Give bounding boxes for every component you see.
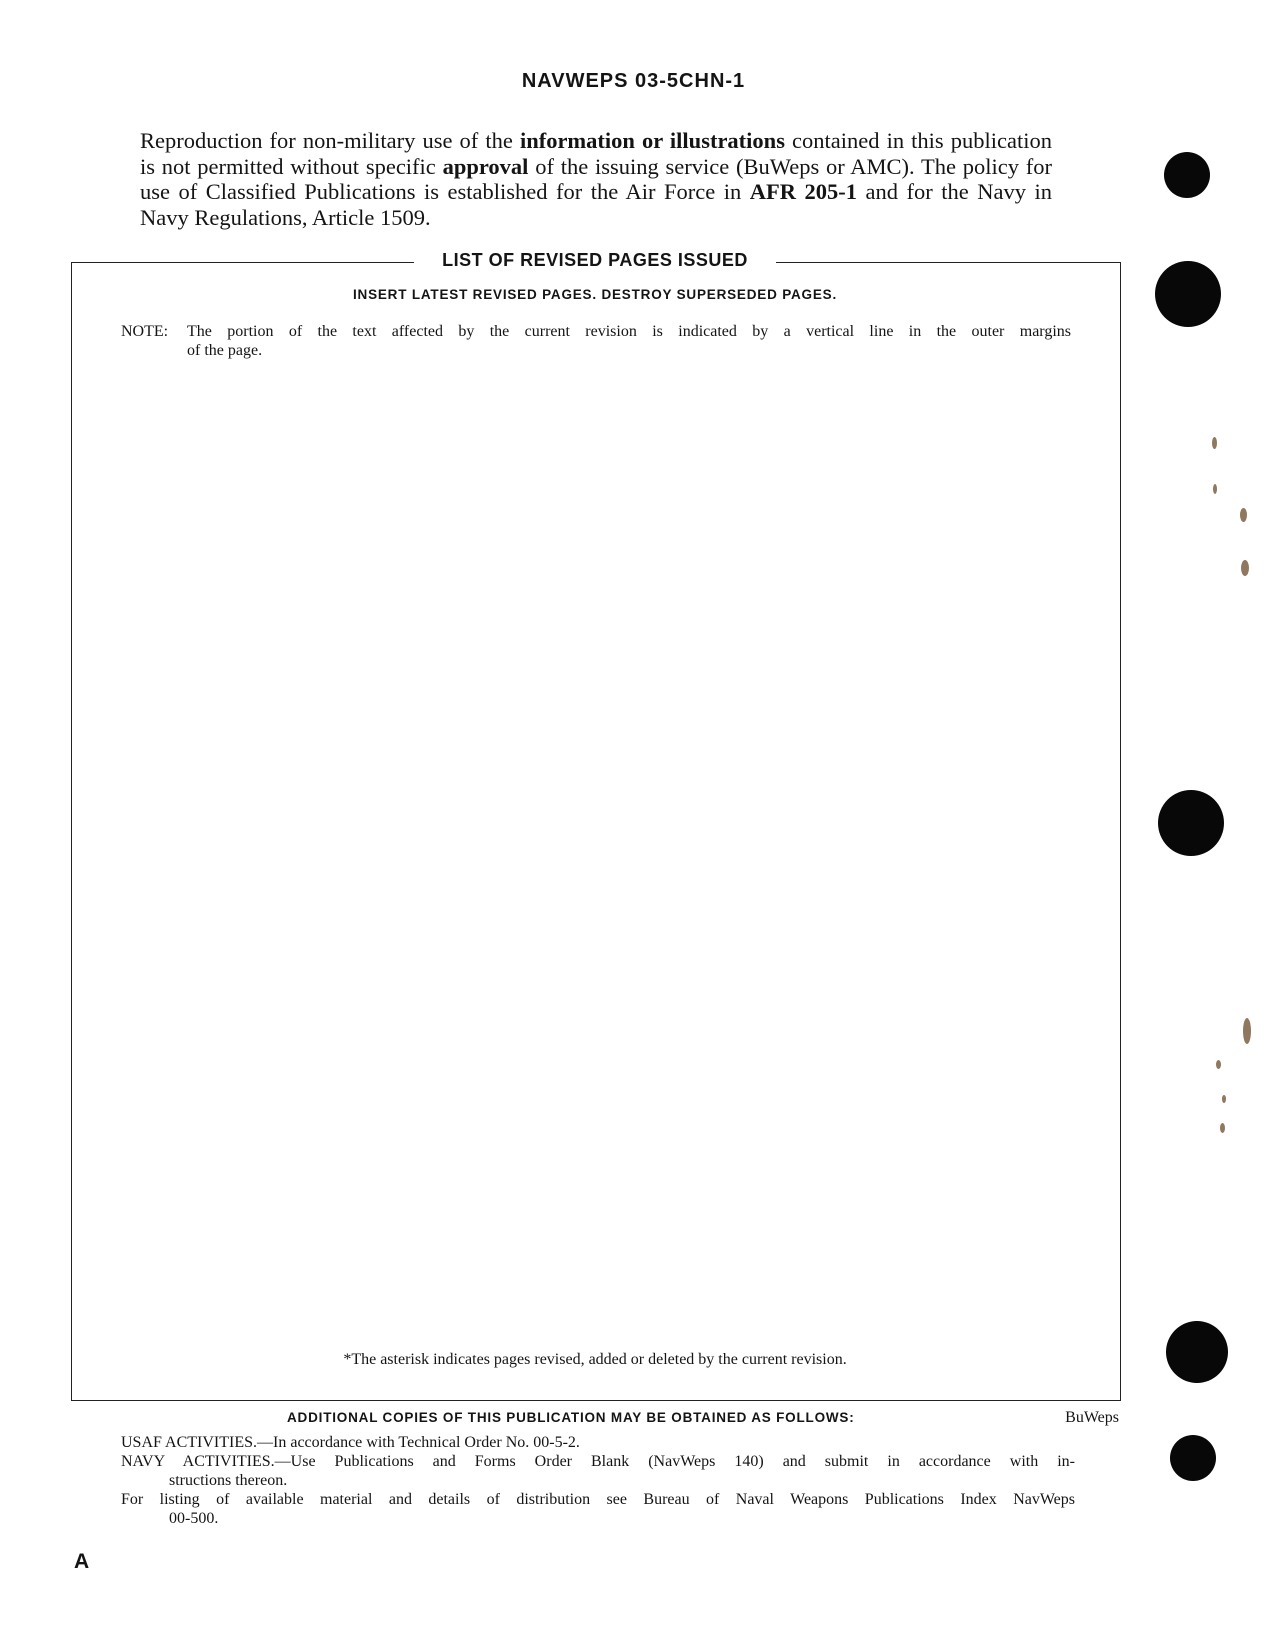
reproduction-notice (140, 128, 1052, 230)
notice-text-4: approval (442, 153, 529, 179)
revised-pages-instruction: INSERT LATEST REVISED PAGES. DESTROY SUPERSEDED PAGES. (352, 287, 838, 302)
notice-text-6: AFR 205-1 (749, 179, 858, 204)
paper-stain (1213, 484, 1217, 494)
paper-stain (1241, 560, 1249, 576)
frame-top-rule-right (776, 262, 1120, 263)
binder-hole-2 (1155, 261, 1221, 327)
note-text-line1: The portion of the text affected by the current revision is indicated by a vertical line in the outer margins (187, 323, 1071, 340)
paper-stain (1220, 1123, 1225, 1133)
binder-hole-4 (1166, 1321, 1228, 1383)
note-label: NOTE: (121, 323, 169, 340)
notice-text-5: of the issuing service (BuWeps or AMC). The policy for use of Classified Publications is established for the Air Force in (140, 153, 1052, 204)
notice-text-3: contained in this publication is not permitted without specific (140, 128, 1052, 179)
paper-stain (1212, 437, 1217, 449)
frame-top-rule-left (71, 262, 414, 263)
revised-pages-frame (71, 262, 1121, 1401)
binder-hole-1 (1164, 152, 1210, 198)
paper-stain (1240, 508, 1247, 522)
service-code: BuWeps (1065, 1409, 1119, 1426)
paper-stain (1222, 1095, 1226, 1103)
binder-hole-3 (1158, 790, 1224, 856)
usaf-activities: USAF ACTIVITIES.—In accordance with Technical Order No. 00-5-2. (121, 1434, 580, 1451)
navy-activities-line2: structions thereon. (169, 1472, 288, 1489)
notice-text-1: Reproduction for non-military use of the (140, 128, 520, 153)
navy-activities-line1: NAVY ACTIVITIES.—Use Publications and Forms Order Blank (NavWeps 140) and submit in accordance with in- (121, 1453, 1075, 1470)
note-text-line2: of the page. (187, 342, 263, 359)
revised-pages-title: LIST OF REVISED PAGES ISSUED (414, 250, 776, 271)
paper-stain (1216, 1060, 1221, 1069)
notice-text-2: information or illustrations (519, 128, 785, 153)
distribution-info (121, 1433, 1075, 1528)
page-letter: A (74, 1550, 90, 1573)
copies-heading: ADDITIONAL COPIES OF THIS PUBLICATION MAY BE OBTAINED AS FOLLOWS: (287, 1410, 855, 1425)
document-number: NAVWEPS 03-5CHN-1 (521, 70, 746, 92)
notice-text-7: and for the Navy in Navy Regulations, Article 1509. (140, 179, 1053, 230)
listing-line1: For listing of available material and details of distribution see Bureau of Naval Weapons Publications Index NavWeps (121, 1491, 1075, 1508)
revision-note (121, 322, 1071, 360)
binder-hole-5 (1170, 1435, 1216, 1481)
listing-line2: 00-500. (169, 1510, 219, 1527)
asterisk-footnote: *The asterisk indicates pages revised, added or deleted by the current revision. (343, 1351, 847, 1368)
paper-stain (1243, 1018, 1251, 1044)
